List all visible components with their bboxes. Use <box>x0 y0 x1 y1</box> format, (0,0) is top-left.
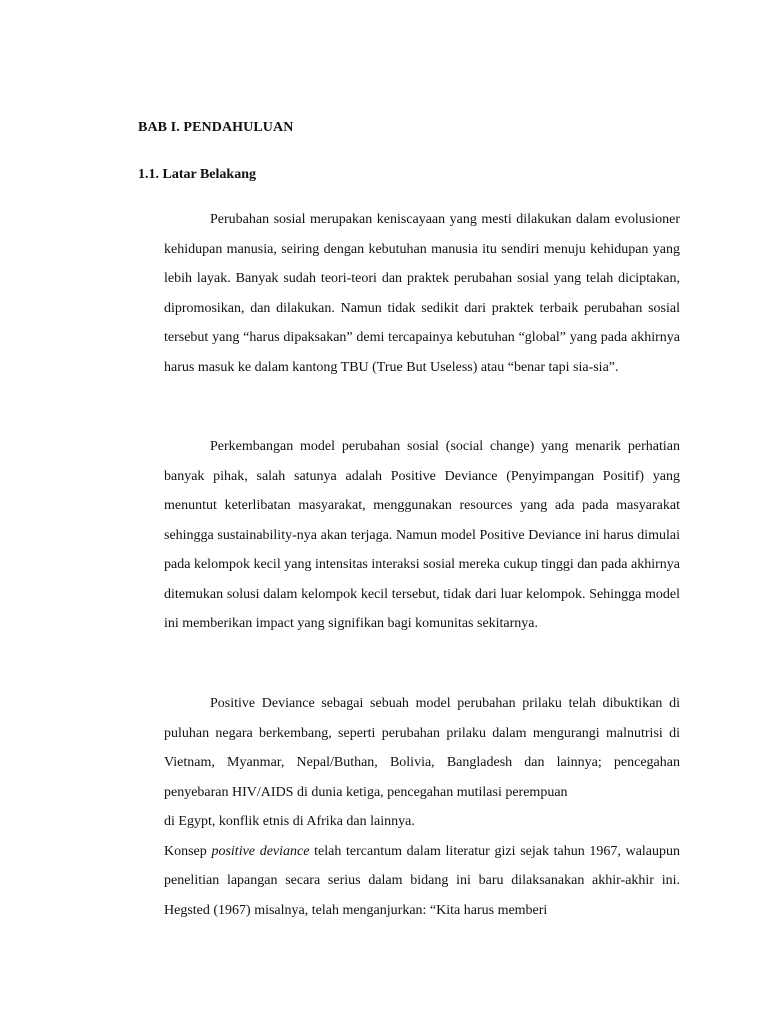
spread-word: di <box>292 814 304 829</box>
spread-word: di <box>164 814 175 829</box>
paragraph-3 <box>164 689 680 925</box>
paragraph-3-part2-suffix: telah tercantum dalam literatur gizi sejak tahun 1967, walaupun penelitian lapangan secara serius dalam bidang ini baru dilaksanakan akhir-akhir ini. Hegsted (1967) misalnya, telah menganjurkan: “Kita harus memberi <box>164 843 681 918</box>
spread-word: Afrika <box>306 814 343 829</box>
spread-word: konflik <box>218 814 260 829</box>
paragraph-1: Perubahan sosial merupakan keniscayaan yang mesti dilakukan dalam evolusioner kehidupan manusia, seiring dengan kebutuhan manusia itu sendiri menuju kehidupan yang lebih layak. Banyak sudah teori-teori dan praktek perubahan sosial yang telah diciptakan, dipromosikan, dan dilakukan. Namun tidak sedikit dari praktek terbaik perubahan sosial tersebut yang “harus dipaksakan” demi tercapainya kebutuhan “global” yang pada akhirnya harus masuk ke dalam kantong TBU (True But Useless) atau “benar tapi sia-sia”. <box>164 212 680 375</box>
spread-word: Egypt, <box>178 814 216 829</box>
paragraph-3-part2-prefix: Konsep <box>164 843 207 859</box>
section-title: 1.1. Latar Belakang <box>138 167 256 182</box>
chapter-title: BAB I. PENDAHULUAN <box>138 120 294 135</box>
spread-word: dan <box>346 814 367 829</box>
italic-term: positive deviance <box>211 843 310 859</box>
paragraph-3-spread-line <box>164 807 680 837</box>
paragraph-2: Perkembangan model perubahan sosial (social change) yang menarik perhatian banyak pihak, salah satunya adalah Positive Deviance (Penyimpangan Positif) yang menuntut keterlibatan masyarakat, menggunakan resources yang ada pada masyarakat sehingga sustainability-nya akan terjaga. Namun model Positive Deviance ini harus dimulai pada kelompok kecil yang intensitas interaksi sosial mereka cukup tinggi dan pada akhirnya ditemukan solusi dalam kelompok kecil tersebut, tidak dari luar kelompok. Sehingga model ini memberikan impact yang signifikan bagi komunitas sekitarnya. <box>164 439 680 631</box>
paragraph-3-part1: Positive Deviance sebagai sebuah model perubahan prilaku telah dibuktikan di puluhan negara berkembang, seperti perubahan prilaku dalam mengurangi malnutrisi di Vietnam, Myanmar, Nepal/Buthan, Bolivia, Bangladesh dan lainnya; pencegahan penyebaran HIV/AIDS di dunia ketiga, pencegahan mutilasi perempuan <box>164 696 680 800</box>
spread-word: lainnya. <box>370 814 415 829</box>
spread-word: etnis <box>262 814 290 829</box>
